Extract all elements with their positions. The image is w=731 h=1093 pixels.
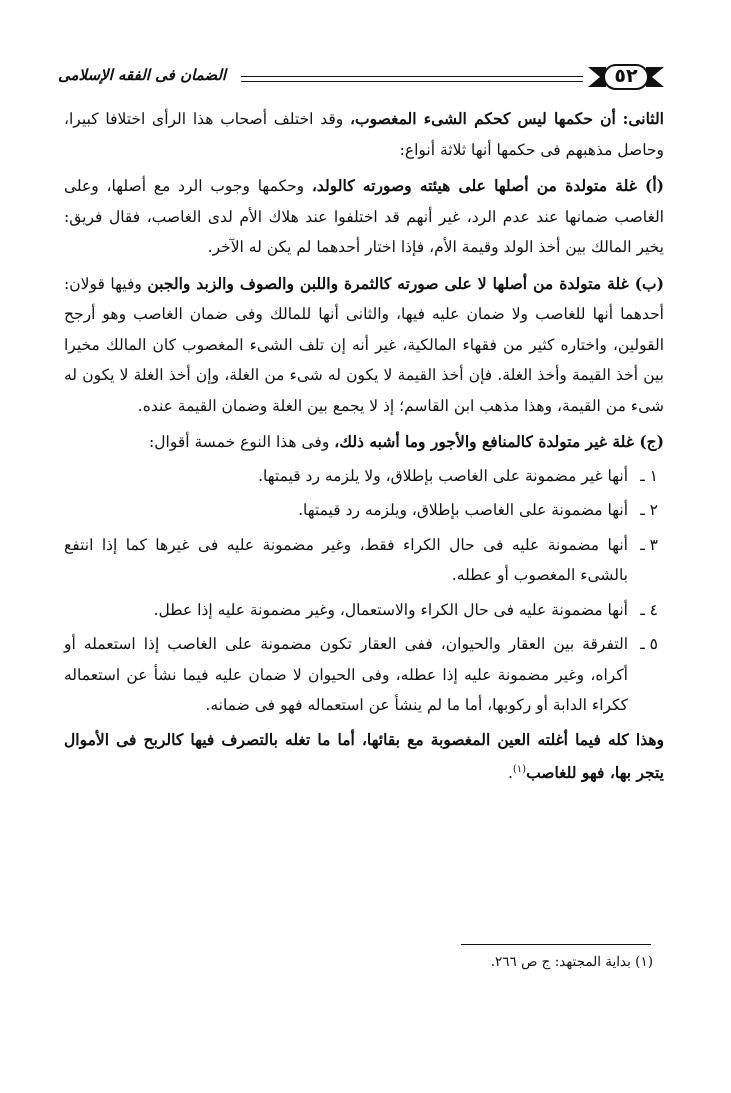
- section-a-label: (أ) غلة متولدة من أصلها على هيئته وصورته كالولد،: [311, 176, 664, 195]
- intro-paragraph: [64, 104, 664, 165]
- list-item-number: ٢ ـ: [640, 501, 658, 519]
- list-item: [64, 530, 664, 591]
- list-item-number: ١ ـ: [640, 466, 658, 485]
- footnote-reference[interactable]: (١): [512, 764, 527, 775]
- intro-lead: الثانى:: [622, 109, 664, 128]
- footnote: (١) بداية المجتهد: ج ص ٢٦٦.: [490, 954, 653, 970]
- list-item: [64, 495, 664, 526]
- page-header: [58, 62, 668, 96]
- section-c-label: (ج) غلة غير متولدة كالمنافع والأجور وما أشبه ذلك،: [334, 432, 664, 451]
- list-item-text: أنها غير مضمونة على الغاصب بإطلاق، ولا يلزمه رد قيمتها.: [258, 466, 628, 485]
- page-body: [64, 104, 664, 795]
- list-item-text: أنها مضمونة عليه فى حال الكراء فقط، وغير مضمونة عليه فى غيرها كما إذا انتفع بالشىء المغصوب أو عطله.: [64, 535, 628, 584]
- list-item-text: أنها مضمونة على الغاصب بإطلاق، ويلزمه رد قيمتها.: [298, 501, 628, 519]
- section-b-label: (ب) غلة متولدة من أصلها لا على صورته كالثمرة واللبن والصوف والزبد والجبن: [147, 273, 664, 293]
- running-title: الضمان فى الفقه الإسلامى: [58, 66, 227, 84]
- section-c-paragraph: [64, 427, 664, 458]
- list-item-text: التفرقة بين العقار والحيوان، ففى العقار تكون مضمونة على الغاصب إذا استعمله أو أكراه، وغير مضمونة عليه إذا عطله، وفى الحيوان لا ضمان عليه فيما نشأ عن استعماله ككراء الدابة أو ركوبها، أما ما لم ينشأ عن استعماله فهو فى ضمانه.: [64, 635, 628, 714]
- closing-end: .: [507, 764, 513, 783]
- list-item: [64, 595, 664, 626]
- list-item: [64, 461, 664, 492]
- section-a-text: وحكمها وجوب الرد مع أصلها، وعلى الغاصب ضمانها عند عدم الرد، غير أنهم قد اختلفوا عند هلاك الأم لدى الغاصب، فقال فريق: يخير المالك بين أخذ الولد وقيمة الأم، فإذا اختار أحدهما لم يكن له الآخر.: [64, 177, 664, 256]
- page-number: ٥٢: [614, 65, 638, 87]
- list-item-number: ٥ ـ: [640, 635, 658, 653]
- closing-paragraph: [64, 725, 664, 789]
- section-c-text: وفى هذا النوع خمسة أقوال:: [149, 433, 335, 451]
- header-double-rule: [241, 76, 583, 82]
- section-b-text: وفيها قولان: أحدهما أنها للغاصب ولا ضمان عليه فيها، والثانى أنها للمالك وفى ضمان الغاصب وهو أرجح القولين، واختاره كثير من فقهاء المالكية، غير أنه إن تلف الشىء المغصوب كان المالك مخيرا بين أخذ القيمة وأخذ الغلة. فإن أخذ القيمة لا يكون له شىء من الغلة، وإن أخذ الغلة لا يكون له شىء من القيمة، وهذا مذهب ابن القاسم؛ إذ لا يجمع بين الغلة وضمان القيمة عنده.: [64, 274, 664, 415]
- footnote-separator: [461, 944, 651, 945]
- list-item: [64, 629, 664, 721]
- page-number-badge: [584, 62, 668, 92]
- list-item-number: ٣ ـ: [640, 535, 658, 554]
- closing-text: وهذا كله فيما أغلته العين المغصوبة مع بقائها، أما ما تغله بالتصرف فيها كالربح فى الأموال يتجر بها، فهو للغاصب: [64, 729, 664, 783]
- intro-rest: وقد اختلف أصحاب هذا الرأى اختلافا كبيرا، وحاصل مذهبهم فى حكمها أنها ثلاثة أنواع:: [64, 110, 664, 159]
- intro-bold-text: أن حكمها ليس كحكم الشىء المغصوب،: [350, 109, 616, 128]
- section-b-paragraph: [64, 269, 664, 422]
- section-a-paragraph: [64, 171, 664, 263]
- list-item-text: أنها مضمونة عليه فى حال الكراء والاستعمال، وغير مضمونة عليه إذا عطل.: [153, 600, 628, 619]
- list-item-number: ٤ ـ: [640, 600, 658, 619]
